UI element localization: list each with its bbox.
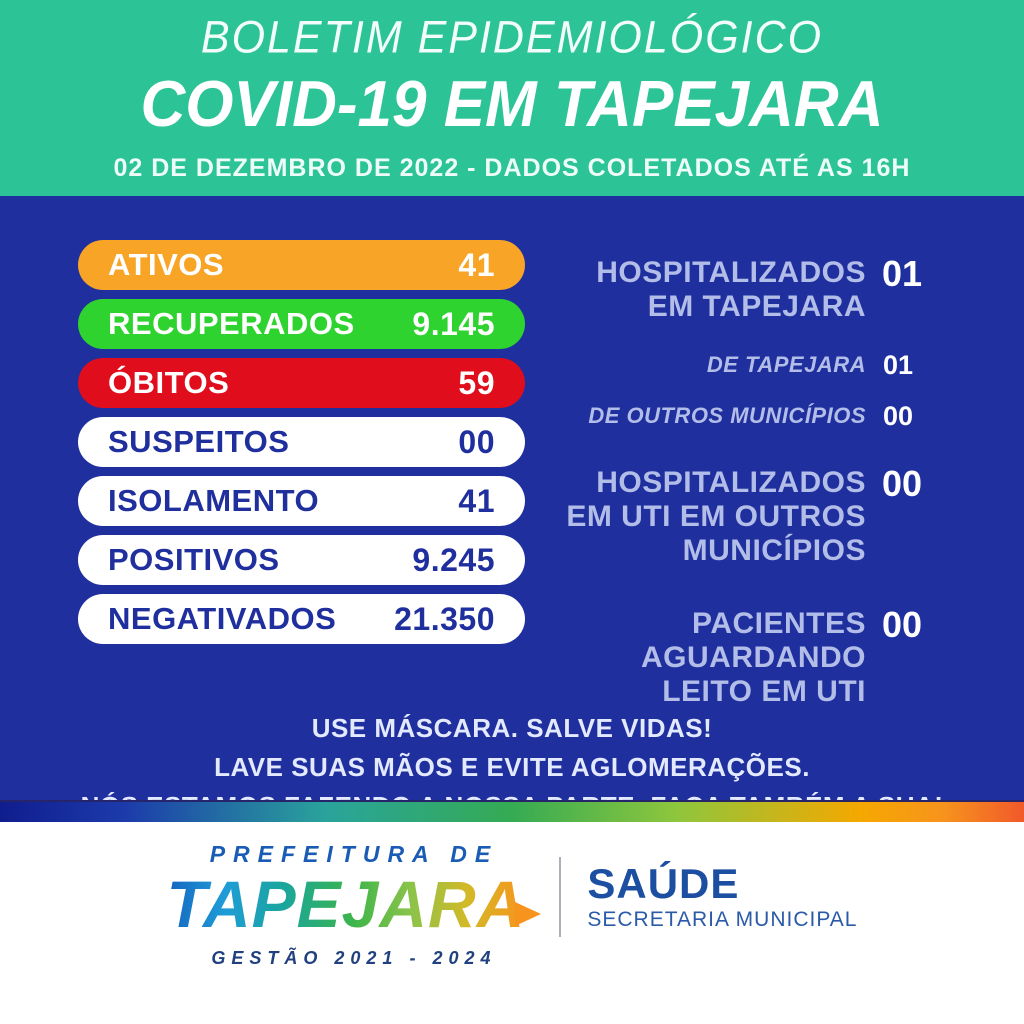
- prefeitura-pretitle: PREFEITURA DE: [209, 841, 499, 868]
- pill-positivos: [78, 535, 525, 585]
- stat-label-line: MUNICÍPIOS: [682, 533, 866, 567]
- stat-label: [559, 256, 866, 324]
- stat-label-line: LEITO EM UTI: [662, 675, 866, 709]
- prefeitura-logo: [167, 841, 542, 968]
- pill-value: 59: [458, 364, 495, 401]
- stat-pacientes-aguardando-leito: [559, 604, 944, 709]
- city-wordmark: [166, 867, 542, 942]
- bulletin-pretitle: BOLETIM EPIDEMIOLÓGICO: [200, 12, 824, 63]
- hospital-stats: [559, 240, 944, 709]
- stat-label-line: HOSPITALIZADOS: [596, 465, 866, 499]
- arrow-right-icon: [515, 902, 541, 926]
- stat-label: [559, 466, 866, 568]
- pill-value: 00: [458, 423, 495, 460]
- pill-label: ATIVOS: [108, 247, 225, 282]
- footer-divider: [559, 857, 561, 937]
- stat-label-line: PACIENTES: [692, 607, 866, 641]
- stat-label-line: AGUARDANDO: [641, 641, 866, 675]
- pill-recuperados: [78, 299, 525, 349]
- pill-value: 41: [458, 246, 495, 283]
- stat-value: 01: [883, 349, 914, 380]
- pill-negativados: [78, 594, 525, 644]
- pill-value: 41: [458, 482, 495, 519]
- stat-value: 00: [883, 400, 914, 431]
- pill-obitos: [78, 358, 525, 408]
- stat-de-outros-municipios: [559, 401, 944, 432]
- pill-label: ISOLAMENTO: [108, 483, 320, 518]
- stat-label: [559, 607, 866, 709]
- department-name: SAÚDE: [587, 859, 740, 907]
- stat-value: 00: [882, 462, 923, 504]
- bulletin-date-subtitle: 02 DE DEZEMBRO DE 2022 - DADOS COLETADOS ATÉ AS 16H: [113, 153, 911, 182]
- case-pill-list: [78, 240, 525, 709]
- mandate-term: GESTÃO 2021 - 2024: [211, 947, 497, 968]
- stat-value: 01: [882, 253, 923, 294]
- city-name: TAPEJARA: [166, 867, 526, 942]
- stat-label: DE TAPEJARA: [706, 352, 866, 378]
- stat-label: DE OUTROS MUNICÍPIOS: [588, 403, 866, 429]
- header: [0, 0, 1024, 196]
- pill-isolamento: [78, 476, 525, 526]
- stat-hospitalizados-uti-outros: [559, 462, 944, 568]
- pill-ativos: [78, 240, 525, 290]
- pill-value: 9.145: [412, 305, 495, 342]
- stat-label-line: HOSPITALIZADOS: [596, 256, 866, 289]
- stat-label-line: EM TAPEJARA: [647, 289, 866, 323]
- footer-logo-group: [167, 841, 858, 968]
- stat-label-line: EM UTI EM OUTROS: [566, 499, 866, 533]
- stat-value: 00: [882, 604, 923, 646]
- pill-label: NEGATIVADOS: [108, 601, 337, 636]
- health-department-logo: [587, 859, 858, 932]
- advisory-line: USE MÁSCARA. SALVE VIDAS!: [311, 713, 713, 744]
- pill-label: SUSPEITOS: [108, 424, 290, 459]
- pill-value: 21.350: [394, 600, 495, 637]
- rainbow-stripe: [0, 800, 1024, 822]
- footer: [0, 822, 1024, 1024]
- stat-de-tapejara: [559, 350, 944, 381]
- pill-value: 9.245: [412, 541, 495, 578]
- advisory-line: LAVE SUAS MÃOS E EVITE AGLOMERAÇÕES.: [214, 752, 810, 783]
- pill-label: POSITIVOS: [108, 542, 280, 577]
- stats-content: [0, 196, 1024, 709]
- pill-suspeitos: [78, 417, 525, 467]
- stat-hospitalizados-tapejara: [559, 253, 944, 324]
- bulletin-title: COVID-19 EM TAPEJARA: [140, 68, 884, 140]
- stats-panel: [0, 196, 1024, 800]
- pill-label: RECUPERADOS: [108, 306, 355, 341]
- pill-label: ÓBITOS: [108, 365, 230, 400]
- department-subtitle: SECRETARIA MUNICIPAL: [587, 908, 858, 932]
